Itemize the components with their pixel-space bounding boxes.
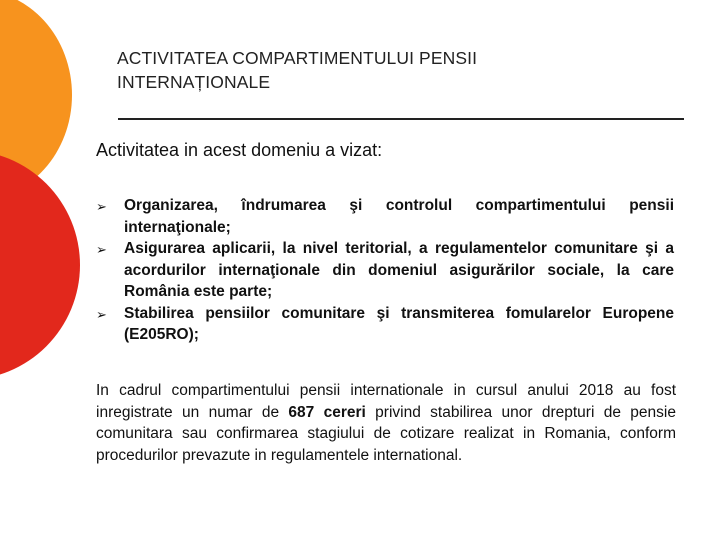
bullet-text: Stabilirea pensiilor comunitare şi transmiterea fomularelor Europene (E205RO); — [124, 304, 674, 343]
decorative-circles — [0, 0, 90, 540]
arrowhead-bullet-icon: ➢ — [96, 306, 107, 322]
summary-text-end: privind stabilirea unor drepturi de pensie comunitara sau confirmarea stagiului de cotizare realizat in Romania, conform procedurilor prevazute in regulamentele international. — [96, 403, 676, 464]
bullet-item — [96, 303, 674, 346]
red-circle-decoration — [0, 150, 80, 380]
bullet-item — [96, 195, 674, 238]
bullet-list — [96, 195, 674, 346]
bullet-text: Asigurarea aplicarii, la nivel teritorial, a regulamentelor comunitare şi a acordurilor internaţionale din domeniul asigurărilor sociale, la care România este parte; — [124, 240, 674, 300]
title-divider — [118, 118, 684, 120]
bullet-text: Organizarea, îndrumarea şi controlul compartimentului pensii internaţionale; — [124, 197, 674, 236]
intro-text: Activitatea in acest domeniu a vizat: — [96, 140, 383, 160]
slide-title-line-2: INTERNAȚIONALE — [117, 72, 271, 92]
summary-text-start: In cadrul compartimentului pensii internationale in cursul anului 2018 au fost inregistrate un numar de — [96, 382, 676, 421]
summary-paragraph — [96, 380, 676, 466]
arrowhead-bullet-icon: ➢ — [96, 199, 107, 214]
bullet-item — [96, 238, 674, 303]
slide-title-line-1: ACTIVITATEA COMPARTIMENTULUI PENSII — [117, 48, 478, 68]
request-count: 687 cereri — [288, 403, 366, 421]
slide-title — [117, 46, 677, 94]
arrowhead-bullet-icon: ➢ — [96, 242, 107, 257]
